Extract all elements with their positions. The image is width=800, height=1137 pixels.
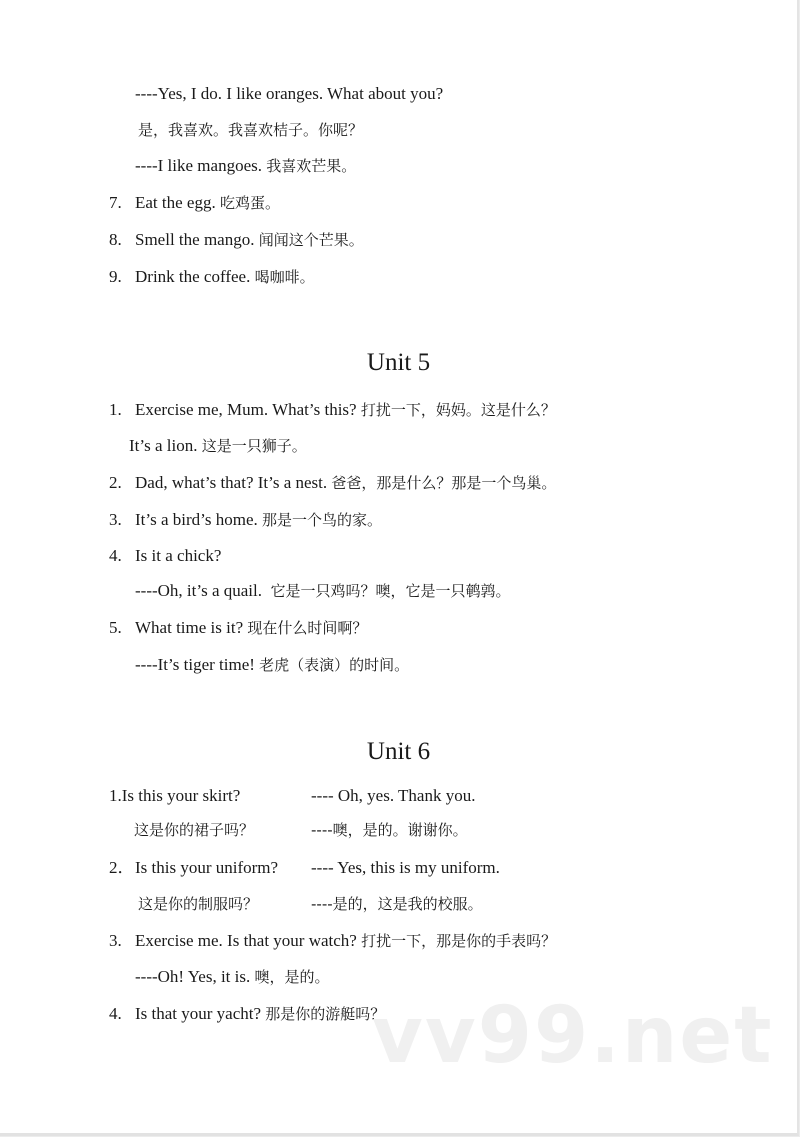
- numbered-item: [109, 509, 382, 531]
- english-text: Exercise me. Is that your watch?: [135, 931, 357, 950]
- dialogue-line: [135, 155, 356, 177]
- item-number: 7.: [109, 193, 122, 212]
- chinese-text: 打扰一下，那是你的手表吗？: [361, 932, 557, 950]
- unit-6-heading: Unit 6: [366, 738, 431, 765]
- english-text: What time is it?: [135, 618, 244, 637]
- numbered-item: [109, 192, 280, 214]
- item-number: 3.: [109, 931, 122, 950]
- dialogue-line: [135, 580, 511, 602]
- english-text: Is that your yacht?: [135, 1004, 262, 1023]
- item-number: 2．: [109, 858, 135, 877]
- numbered-item: [109, 617, 367, 639]
- qa-answer-cn: [311, 893, 483, 915]
- answer-chinese: ----是的，这是我的校服。: [311, 895, 483, 913]
- english-text: It’s a lion.: [129, 436, 198, 455]
- item-number: 5.: [109, 618, 122, 637]
- chinese-text: 那是你的游艇吗？: [265, 1005, 386, 1023]
- english-text: ----Oh! Yes, it is.: [135, 967, 251, 986]
- chinese-text: 这是一只狮子。: [201, 437, 307, 455]
- numbered-item: [109, 266, 315, 288]
- dialogue-line: [135, 966, 330, 988]
- chinese-text: 打扰一下，妈妈。这是什么？: [360, 401, 556, 419]
- numbered-item: [109, 472, 556, 494]
- dialogue-line: [129, 435, 307, 457]
- chinese-text: 喝咖啡。: [254, 268, 315, 286]
- numbered-item: [109, 229, 364, 251]
- question-english: Is this your skirt?: [121, 786, 241, 805]
- english-text: ----Yes, I do. I like oranges. What about you?: [135, 84, 444, 103]
- unit-5-heading: Unit 5: [366, 349, 431, 376]
- chinese-text: 现在什么时间啊？: [247, 619, 368, 637]
- item-number: 9.: [109, 267, 122, 286]
- english-text: ----It’s tiger time!: [135, 655, 255, 674]
- answer-english: ---- Oh, yes. Thank you.: [311, 786, 476, 805]
- chinese-text: 我喜欢芒果。: [266, 157, 357, 175]
- answer-english: ---- Yes, this is my uniform.: [311, 858, 500, 877]
- qa-answer: [311, 857, 500, 879]
- chinese-text: 它是一只鸡吗？噢，它是一只鹌鹑。: [270, 582, 511, 600]
- chinese-text: 老虎（表演）的时间。: [259, 656, 410, 674]
- english-text: Eat the egg.: [135, 193, 216, 212]
- qa-answer: [311, 785, 475, 807]
- dialogue-line: [138, 119, 363, 141]
- english-text: Exercise me, Mum. What’s this?: [135, 400, 357, 419]
- english-text: Drink the coffee.: [135, 267, 251, 286]
- qa-answer-cn: [311, 819, 468, 841]
- chinese-text: 那是一个鸟的家。: [262, 511, 383, 529]
- chinese-text: 噢，是的。: [254, 968, 330, 986]
- numbered-item: [109, 399, 556, 421]
- english-text: It’s a bird’s home.: [135, 510, 258, 529]
- item-number: 4.: [109, 546, 122, 565]
- numbered-item: [109, 545, 221, 567]
- english-text: ----Oh, it’s a quail.: [135, 581, 262, 600]
- question-english: Is this your uniform?: [135, 858, 279, 877]
- english-text: Smell the mango.: [135, 230, 255, 249]
- item-number: 1.: [109, 786, 122, 805]
- item-number: 8.: [109, 230, 122, 249]
- watermark: vv99.net: [372, 991, 774, 1081]
- qa-pair: [109, 785, 240, 807]
- item-number: 4.: [109, 1004, 122, 1023]
- chinese-text: 爸爸，那是什么？那是一个鸟巢。: [331, 474, 557, 492]
- item-number: 1.: [109, 400, 122, 419]
- dialogue-line: [135, 654, 409, 676]
- question-chinese: 这是你的裙子吗？: [134, 821, 255, 839]
- english-text: Is it a chick?: [135, 546, 222, 565]
- numbered-item: [109, 1003, 385, 1025]
- item-number: 2.: [109, 473, 122, 492]
- dialogue-line: [135, 83, 443, 105]
- question-chinese: 这是你的制服吗？: [138, 895, 259, 913]
- english-text: ----I like mangoes.: [135, 156, 262, 175]
- item-number: 3.: [109, 510, 122, 529]
- qa-pair-cn: [138, 893, 258, 915]
- chinese-text: 闻闻这个芒果。: [258, 231, 364, 249]
- chinese-text: 吃鸡蛋。: [219, 194, 280, 212]
- qa-pair: [109, 857, 278, 879]
- chinese-text: 是，我喜欢。我喜欢桔子。你呢？: [138, 121, 364, 139]
- numbered-item: [109, 930, 556, 952]
- english-text: Dad, what’s that? It’s a nest.: [135, 473, 328, 492]
- answer-chinese: ----噢，是的。谢谢你。: [311, 821, 468, 839]
- qa-pair-cn: [134, 819, 254, 841]
